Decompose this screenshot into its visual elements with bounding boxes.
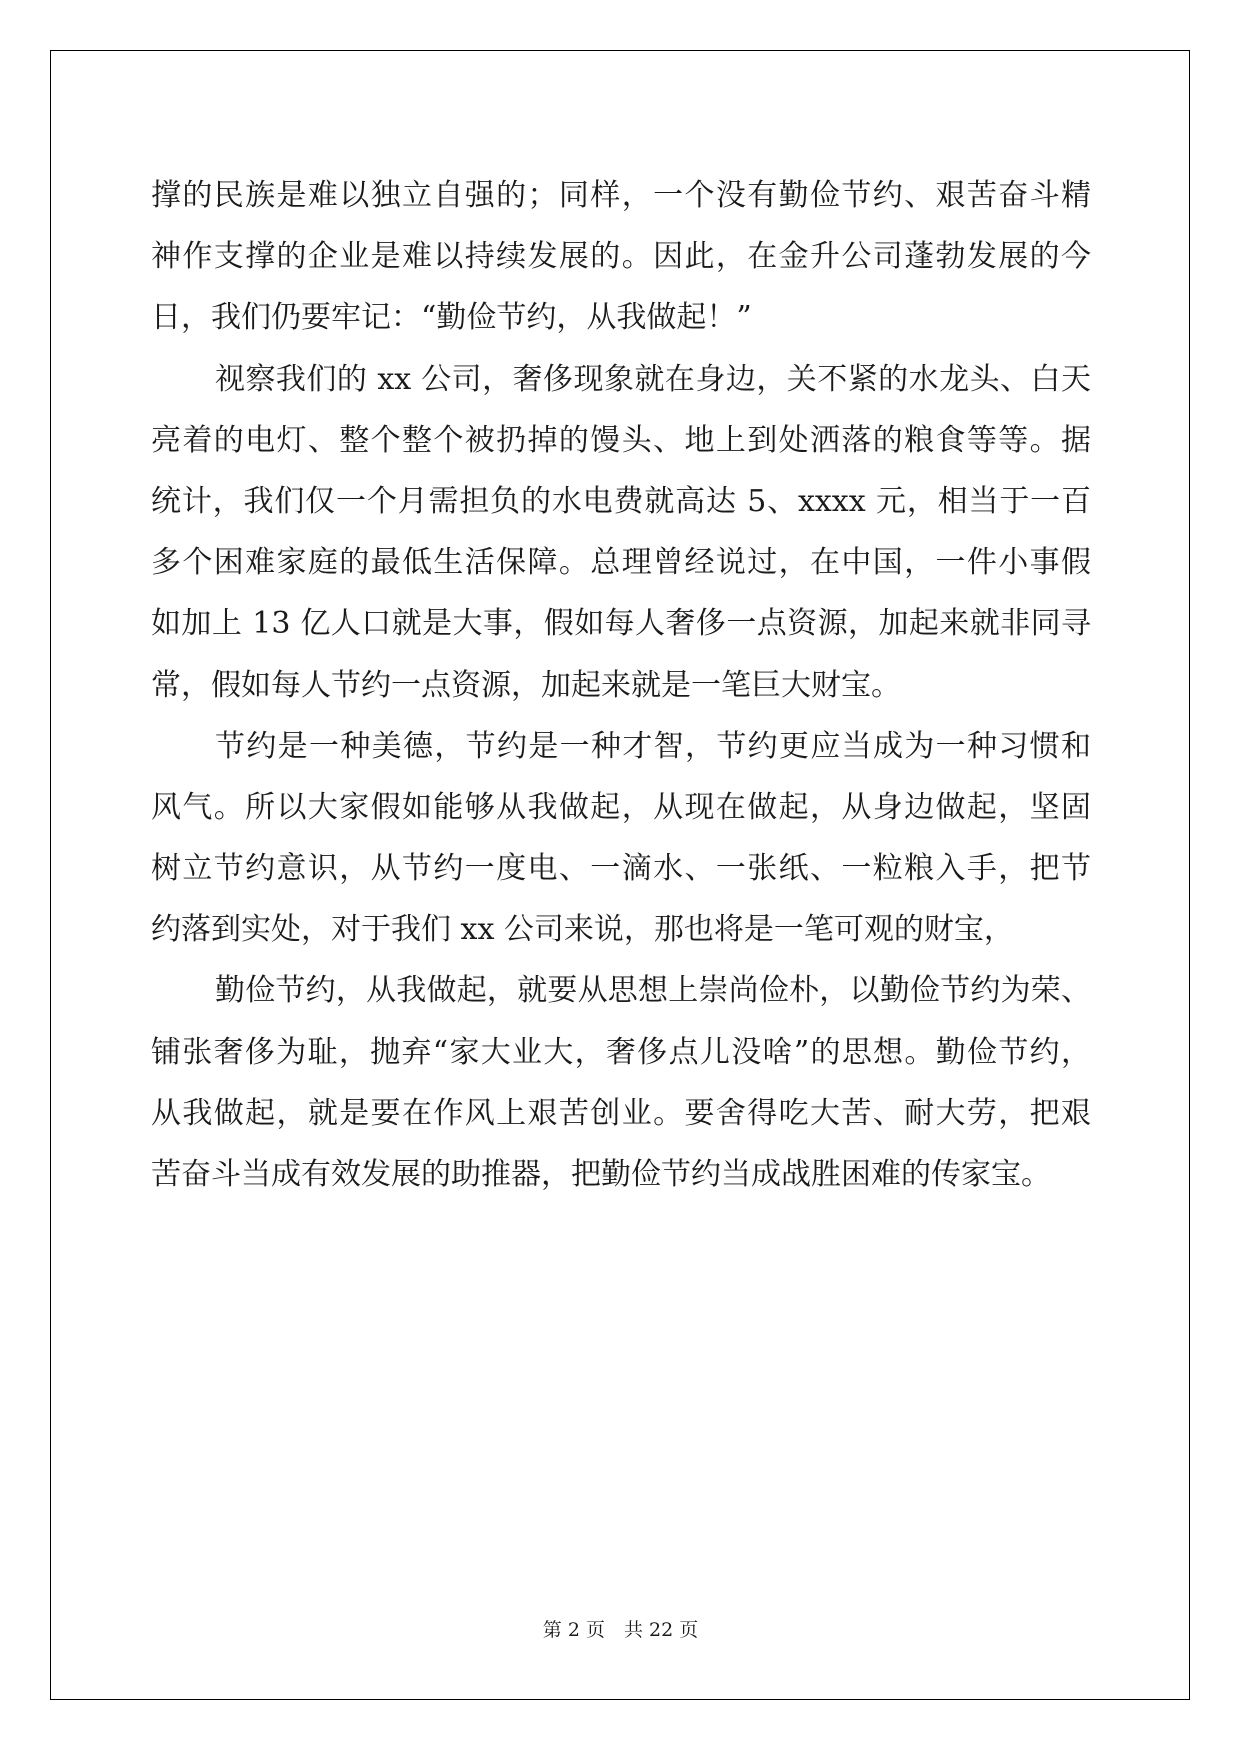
text-line: 从我做起，就是要在作风上艰苦创业。要舍得吃大苦、耐大劳，把艰 [151,1095,1091,1131]
text-line: 勤俭节约，从我做起，就要从思想上崇尚俭朴，以勤俭节约为荣、 [215,973,1091,1009]
paragraph [151,349,1091,716]
text-line: 统计，我们仅一个月需担负的水电费就高达 5、xxxx 元，相当于一百 [151,483,1091,519]
text-line: 如加上 13 亿人口就是大事，假如每人奢侈一点资源，加起来就非同寻 [151,606,1091,642]
text-line: 常，假如每人节约一点资源，加起来就是一笔巨大财宝。 [151,667,901,703]
paragraph [151,716,1091,961]
text-line: 节约是一种美德，节约是一种才智，节约更应当成为一种习惯和 [215,728,1091,764]
text-line: 风气。所以大家假如能够从我做起，从现在做起，从身边做起，坚固 [151,789,1091,825]
text-line: 苦奋斗当成有效发展的助推器，把勤俭节约当成战胜困难的传家宝。 [151,1157,1051,1192]
text-line: 撑的民族是难以独立自强的；同样，一个没有勤俭节约、艰苦奋斗精 [151,178,1091,213]
paragraph [151,165,1091,349]
document-body [151,165,1091,1205]
text-line: 亮着的电灯、整个整个被扔掉的馒头、地上到处洒落的粮食等等。据 [151,422,1091,458]
text-line: 铺张奢侈为耻，抛弃“家大业大，奢侈点儿没啥”的思想。勤俭节约， [151,1034,1091,1070]
text-line: 树立节约意识，从节约一度电、一滴水、一张纸、一粒粮入手，把节 [151,851,1091,887]
text-line: 约落到实处，对于我们 xx 公司来说，那也将是一笔可观的财宝， [151,912,1014,948]
text-line: 神作支撑的企业是难以持续发展的。因此，在金升公司蓬勃发展的今 [151,239,1091,275]
text-line: 视察我们的 xx 公司，奢侈现象就在身边，关不紧的水龙头、白天 [215,361,1091,397]
paragraph [151,960,1091,1205]
text-line: 日，我们仍要牢记：“勤俭节约，从我做起！” [151,300,752,336]
page-number-footer: 第 2 页 共 22 页 [542,1619,699,1641]
text-line: 多个困难家庭的最低生活保障。总理曾经说过，在中国，一件小事假 [151,545,1091,581]
